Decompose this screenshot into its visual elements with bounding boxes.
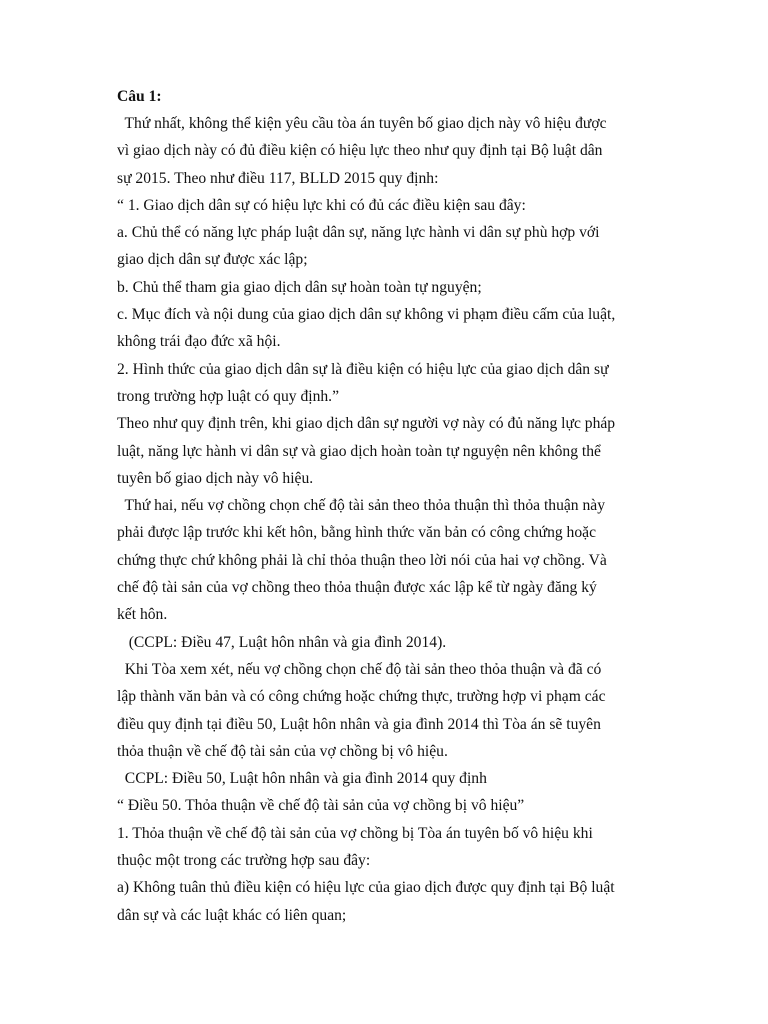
text-line: (CCPL: Điều 47, Luật hôn nhân và gia đình 2014).: [117, 633, 447, 651]
text-line: trong trường hợp luật có quy định.”: [117, 387, 339, 405]
text-line: “ 1. Giao dịch dân sự có hiệu lực khi có đủ các điều kiện sau đây:: [117, 196, 526, 214]
text-line: a. Chủ thể có năng lực pháp luật dân sự, năng lực hành vi dân sự phù hợp với: [117, 224, 600, 242]
text-line: thuộc một trong các trường hợp sau đây:: [117, 852, 371, 870]
text-line: a) Không tuân thủ điều kiện có hiệu lực của giao dịch được quy định tại Bộ luật: [117, 879, 615, 897]
text-line: CCPL: Điều 50, Luật hôn nhân và gia đình 2014 quy định: [117, 770, 487, 788]
text-line: 2. Hình thức của giao dịch dân sự là điều kiện có hiệu lực của giao dịch dân sự: [117, 360, 609, 378]
text-line: kết hôn.: [117, 606, 168, 624]
text-line: Thứ nhất, không thể kiện yêu cầu tòa án tuyên bố giao dịch này vô hiệu được: [117, 115, 607, 132]
text-line: không trái đạo đức xã hội.: [117, 333, 281, 351]
text-line: Khi Tòa xem xét, nếu vợ chồng chọn chế độ tài sản theo thỏa thuận và đã có: [117, 660, 602, 678]
document-page: [117, 86, 662, 929]
text-line: Thứ hai, nếu vợ chồng chọn chế độ tài sản theo thỏa thuận thì thỏa thuận này: [117, 497, 606, 515]
text-line: vì giao dịch này có đủ điều kiện có hiệu lực theo như quy định tại Bộ luật dân: [117, 142, 603, 160]
text-line: phải được lập trước khi kết hôn, bằng hình thức văn bản có công chứng hoặc: [117, 524, 596, 542]
text-line: c. Mục đích và nội dung của giao dịch dân sự không vi phạm điều cấm của luật,: [117, 306, 616, 324]
document-body: [117, 110, 662, 929]
text-line: dân sự và các luật khác có liên quan;: [117, 906, 347, 924]
text-line: chứng thực chứ không phải là chỉ thỏa thuận theo lời nói của hai vợ chồng. Và: [117, 551, 607, 569]
text-line: Theo như quy định trên, khi giao dịch dân sự người vợ này có đủ năng lực pháp: [117, 415, 616, 433]
text-line: chế độ tài sản của vợ chồng theo thỏa thuận được xác lập kể từ ngày đăng ký: [117, 579, 597, 597]
text-line: điều quy định tại điều 50, Luật hôn nhân và gia đình 2014 thì Tòa án sẽ tuyên: [117, 715, 601, 733]
text-line: giao dịch dân sự được xác lập;: [117, 251, 308, 269]
text-line: 1. Thỏa thuận về chế độ tài sản của vợ chồng bị Tòa án tuyên bố vô hiệu khi: [117, 824, 593, 842]
text-line: thỏa thuận về chế độ tài sản của vợ chồng bị vô hiệu.: [117, 742, 448, 760]
text-line: luật, năng lực hành vi dân sự và giao dịch hoàn toàn tự nguyện nên không thể: [117, 442, 601, 460]
text-line: “ Điều 50. Thỏa thuận về chế độ tài sản của vợ chồng bị vô hiệu”: [117, 797, 525, 815]
text-line: sự 2015. Theo như điều 117, BLLD 2015 quy định:: [117, 169, 439, 187]
text-line: b. Chủ thể tham gia giao dịch dân sự hoàn toàn tự nguyện;: [117, 278, 482, 296]
text-line: lập thành văn bản và có công chứng hoặc chứng thực, trường hợp vi phạm các: [117, 688, 606, 706]
question-heading: Câu 1:: [117, 88, 162, 105]
text-line: tuyên bố giao dịch này vô hiệu.: [117, 469, 314, 487]
